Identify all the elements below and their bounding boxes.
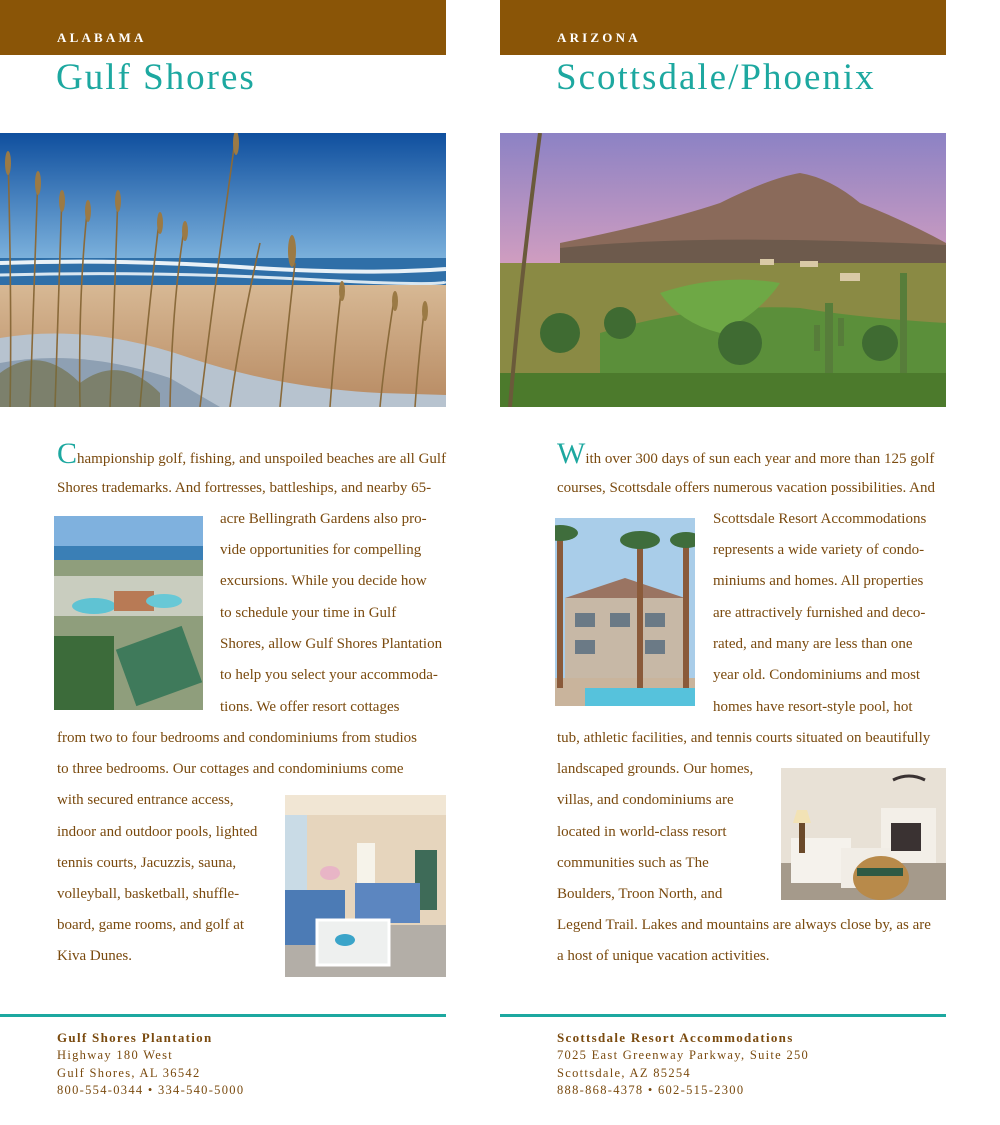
paragraph-line: Shores, allow Gulf Shores Plantation	[220, 636, 443, 652]
paragraph-line: communities such as The	[557, 855, 709, 871]
paragraph-line: tennis courts, Jacuzzis, sauna,	[57, 855, 237, 871]
contact-phones: 800-554-0344 • 334-540-5000	[57, 1083, 245, 1097]
paragraph-line: rated, and many are less than one	[713, 636, 913, 652]
desert-golf-photo	[500, 133, 946, 407]
resort-aerial-photo	[54, 516, 203, 710]
contact-street: Highway 180 West	[57, 1048, 174, 1062]
contact-name: Scottsdale Resort Accommodations	[557, 1030, 794, 1045]
city-title: Gulf Shores	[56, 57, 256, 98]
paragraph-line: to help you select your accommoda-	[220, 667, 438, 683]
paragraph-line: located in world-class resort	[557, 824, 727, 840]
paragraph-line: indoor and outdoor pools, lighted	[57, 824, 258, 840]
condominium-pool-photo	[555, 518, 695, 706]
contact-name: Gulf Shores Plantation	[57, 1030, 213, 1045]
city-title: Scottsdale/Phoenix	[556, 57, 876, 98]
paragraph-line: tub, athletic facilities, and tennis courts situated on beautifully	[557, 730, 931, 746]
contact-street: 7025 East Greenway Parkway, Suite 250	[557, 1048, 810, 1062]
interior-sitting-room-photo	[781, 768, 946, 900]
paragraph-line: represents a wide variety of condo-	[713, 542, 925, 558]
state-label: ALABAMA	[57, 30, 147, 45]
paragraph-line: excursions. While you decide how	[220, 573, 427, 589]
paragraph-line: year old. Condominiums and most	[713, 667, 921, 683]
column-alabama	[0, 0, 446, 1125]
paragraph-line: landscaped grounds. Our homes,	[557, 761, 754, 777]
paragraph-line: Championship golf, fishing, and unspoiled beaches are all Gulf	[57, 437, 447, 470]
drop-cap: C	[57, 437, 78, 470]
state-header-bar	[500, 0, 946, 55]
paragraph-line: courses, Scottsdale offers numerous vacation possibilities. And	[557, 480, 935, 496]
drop-cap: W	[557, 437, 586, 470]
contact-city: Gulf Shores, AL 36542	[57, 1066, 201, 1080]
contact-phones: 888-868-4378 • 602-515-2300	[557, 1083, 745, 1097]
paragraph-line: are attractively furnished and deco-	[713, 605, 926, 621]
paragraph-line: volleyball, basketball, shuffle-	[57, 886, 240, 902]
paragraph-line: with secured entrance access,	[57, 792, 234, 808]
footer-rule	[0, 1014, 446, 1017]
footer-rule	[500, 1014, 946, 1017]
paragraph-line: Boulders, Troon North, and	[557, 886, 723, 902]
paragraph-line: from two to four bedrooms and condominiums from studios	[57, 730, 417, 746]
paragraph-line: homes have resort-style pool, hot	[713, 699, 913, 715]
paragraph-line: villas, and condominiums are	[557, 792, 734, 808]
paragraph-line: Kiva Dunes.	[57, 948, 132, 964]
paragraph-line: With over 300 days of sun each year and more than 125 golf	[557, 437, 935, 470]
column-arizona	[500, 0, 946, 1125]
paragraph-line: to three bedrooms. Our cottages and condominiums come	[57, 761, 404, 777]
paragraph-line: Legend Trail. Lakes and mountains are always close by, as are	[557, 917, 931, 933]
paragraph-line: tions. We offer resort cottages	[220, 699, 400, 715]
paragraph-line: Shores trademarks. And fortresses, battleships, and nearby 65-	[57, 480, 432, 496]
paragraph-line: to schedule your time in Gulf	[220, 605, 397, 621]
contact-city: Scottsdale, AZ 85254	[557, 1066, 691, 1080]
living-room-photo	[285, 795, 446, 977]
paragraph-line: board, game rooms, and golf at	[57, 917, 245, 933]
state-label: ARIZONA	[557, 30, 641, 45]
paragraph-line: acre Bellingrath Gardens also pro-	[220, 511, 427, 527]
paragraph-line: miniums and homes. All properties	[713, 573, 924, 589]
beach-photo	[0, 133, 446, 407]
state-header-bar	[0, 0, 446, 55]
paragraph-line: Scottsdale Resort Accommodations	[713, 511, 927, 527]
paragraph-line: a host of unique vacation activities.	[557, 948, 770, 964]
paragraph-line: vide opportunities for compelling	[220, 542, 422, 558]
